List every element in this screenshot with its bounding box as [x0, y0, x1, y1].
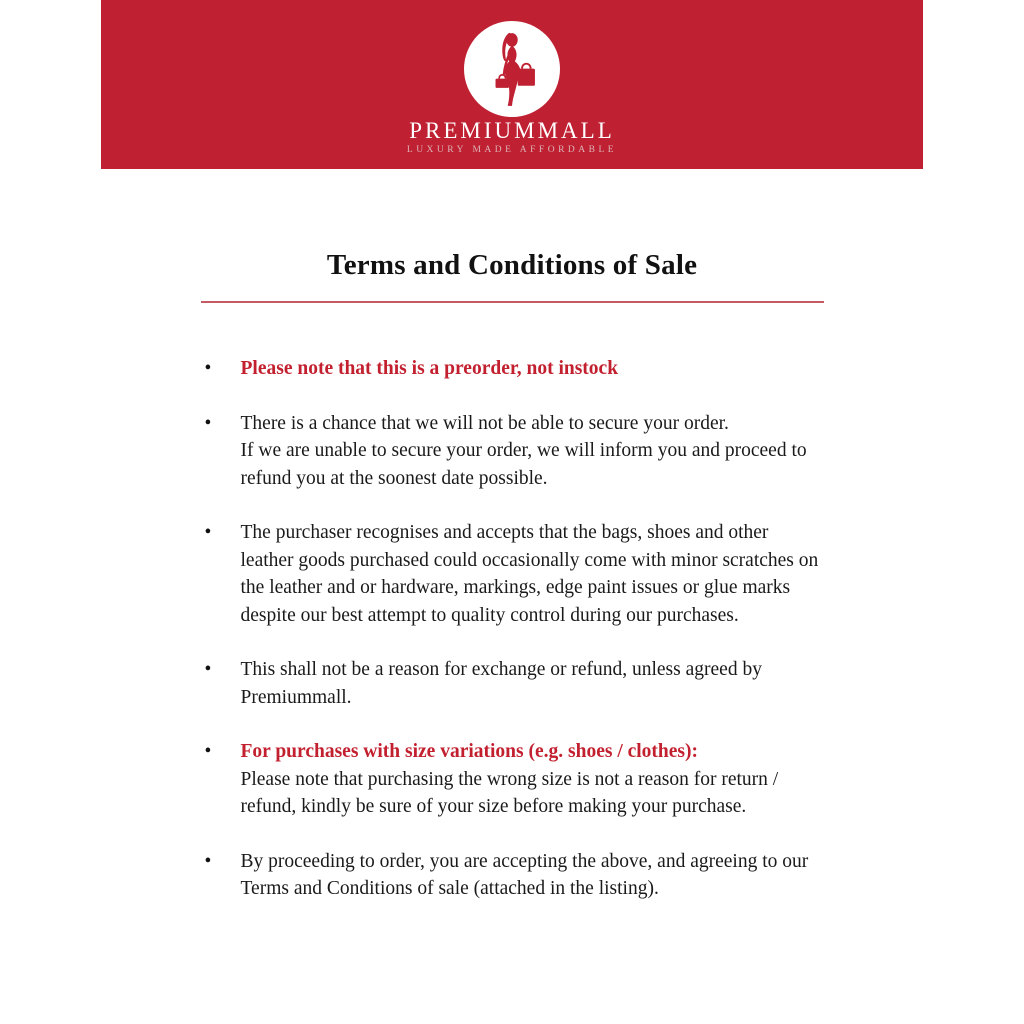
terms-list	[201, 355, 824, 903]
brand-wordmark: PREMIUMMALL	[409, 118, 615, 143]
list-item	[201, 355, 824, 383]
list-item-heading: • Please note that this is a preorder, not instock	[240, 358, 619, 379]
list-item-text: • The purchaser recognises and accepts that the bags, shoes and other leather goods purchased could occasionally come with minor scratches on the leather and or hardware, markings, edge paint issues or glue marks despite our best attempt to quality control during our purchases.	[240, 522, 819, 626]
brand-tagline: LUXURY MADE AFFORDABLE	[406, 145, 618, 156]
list-item-text: • This shall not be a reason for exchange or refund, unless agreed by Premiummall.	[240, 659, 762, 708]
list-item-text: • By proceeding to order, you are accepting the above, and agreeing to our Terms and Conditions of sale (attached in the listing).	[240, 850, 809, 899]
list-item-text: If we are unable to secure your order, we will inform you and proceed to refund you at the soonest date possible.	[240, 440, 807, 489]
brand-logo	[464, 21, 560, 117]
list-item	[201, 519, 824, 629]
list-item	[201, 738, 824, 821]
woman-shopper-silhouette-icon	[476, 27, 548, 113]
list-item	[201, 848, 824, 903]
list-item	[201, 410, 824, 493]
title-divider	[201, 301, 824, 303]
list-item-text: • There is a chance that we will not be able to secure your order.	[240, 412, 729, 434]
brand-banner	[101, 0, 923, 169]
page-title: Terms and Conditions of Sale	[326, 249, 698, 281]
list-item	[201, 656, 824, 711]
terms-document	[201, 169, 824, 903]
list-item-text: Please note that purchasing the wrong size is not a reason for return / refund, kindly be sure of your size before making your purchase.	[240, 768, 779, 817]
list-item-heading: • For purchases with size variations (e.g. shoes / clothes):	[240, 741, 698, 762]
